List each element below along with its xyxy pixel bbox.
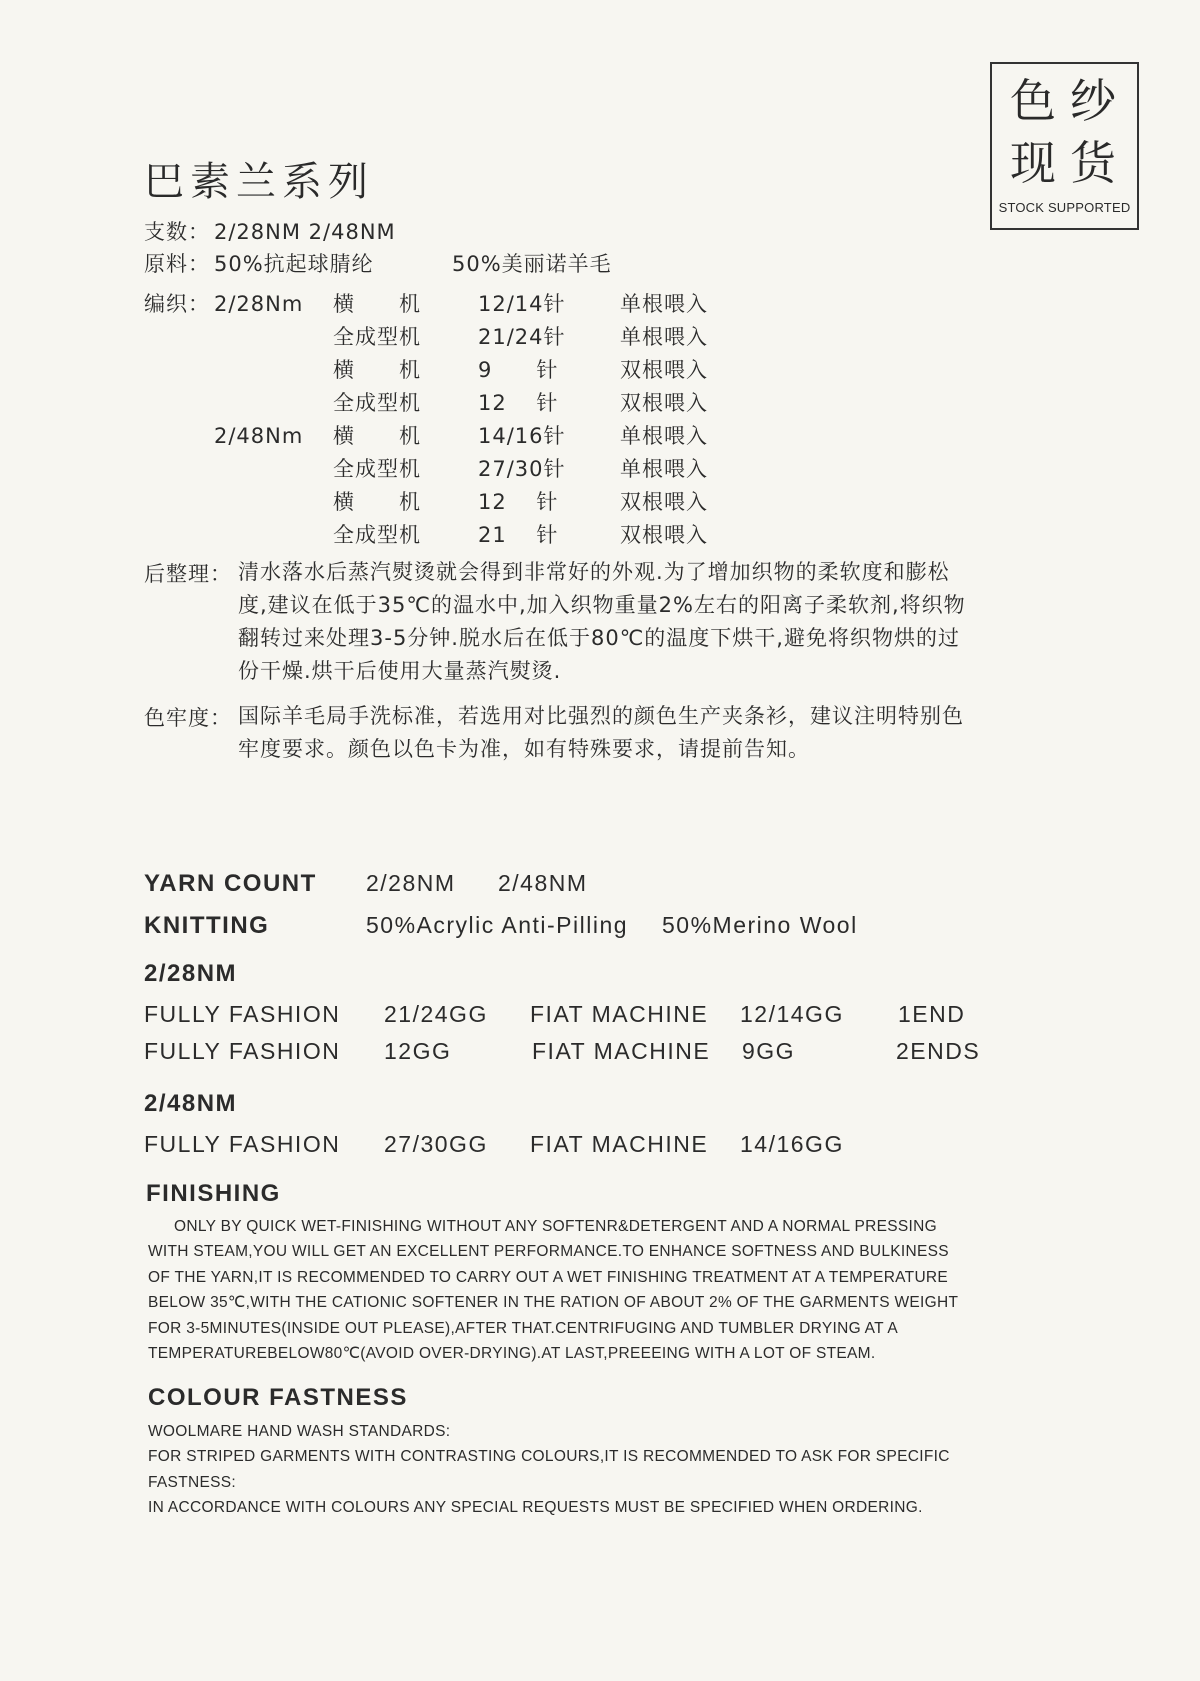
en-group-label: 2/48NM (144, 1090, 238, 1117)
cn-knit-machine: 全成型机 (333, 391, 421, 415)
cn-knit-machine: 全成型机 (333, 325, 421, 349)
cn-knit-gauge: 12 针 (478, 391, 559, 415)
en-finish-line: ONLY BY QUICK WET-FINISHING WITHOUT ANY SOFTENR&DETERGENT AND A NORMAL PRESSING (174, 1218, 937, 1235)
cn-knit-machine: 横 机 (333, 292, 421, 316)
en-machine: FULLY FASHION (144, 1131, 341, 1157)
en-gauge: 12GG (384, 1038, 452, 1064)
cn-finish-text: 清水落水后蒸汽熨烫就会得到非常好的外观.为了增加织物的柔软度和膨松度,建议在低于35℃的温水中,加入织物重量2%左右的阳离子柔软剂,将织物翻转过来处理3-5分钟.脱水后在低于80℃的温度下烘干,避免将织物烘的过份干燥.烘干后使用大量蒸汽熨烫. (238, 560, 966, 683)
en-gauge: 21/24GG (384, 1001, 488, 1027)
en-knit-label: KNITTING (144, 912, 270, 939)
cn-fastness-text: 国际羊毛局手洗标准，若选用对比强烈的颜色生产夹条衫，建议注明特别色牢度要求。颜色以色卡为准，如有特殊要求，请提前告知。 (238, 704, 964, 761)
en-group-label: 2/28NM (144, 960, 238, 987)
en-machine: FIAT MACHINE (532, 1038, 711, 1064)
stamp-char: 纱 (1070, 74, 1116, 128)
en-ends: 2ENDS (896, 1038, 981, 1064)
cn-knit-machine: 全成型机 (333, 523, 421, 547)
cn-knit-feed: 双根喂入 (620, 523, 708, 547)
en-count-2: 2/48NM (498, 870, 588, 896)
en-gauge: 27/30GG (384, 1131, 488, 1157)
cn-knit-feed: 单根喂入 (620, 457, 708, 481)
en-finish-line: BELOW 35℃,WITH THE CATIONIC SOFTENER IN THE RATION OF ABOUT 2% OF THE GARMENTS WEIGHT (148, 1294, 959, 1312)
cn-knit-count: 2/48Nm (214, 424, 304, 448)
en-count-1: 2/28NM (366, 870, 456, 896)
cn-fastness-label: 色牢度： (144, 706, 232, 730)
en-fastness-line: WOOLMARE HAND WASH STANDARDS: (148, 1423, 451, 1440)
cn-knit-gauge: 27/30针 (478, 457, 566, 481)
cn-material-label: 原料： (144, 252, 210, 276)
cn-knit-feed: 单根喂入 (620, 424, 708, 448)
en-machine: FIAT MACHINE (530, 1001, 709, 1027)
cn-count-label: 支数： (144, 220, 210, 244)
cn-count-value: 2/28NM 2/48NM (214, 220, 396, 244)
cn-knit-feed: 双根喂入 (620, 358, 708, 382)
cn-knit-machine: 横 机 (333, 424, 421, 448)
cn-knit-gauge: 9 针 (478, 358, 559, 382)
stamp-char: 色 (1010, 74, 1056, 128)
cn-knit-feed: 双根喂入 (620, 391, 708, 415)
en-machine: FULLY FASHION (144, 1001, 341, 1027)
page-title: 巴素兰系列 (144, 159, 374, 205)
cn-knit-count: 2/28Nm (214, 292, 304, 316)
cn-knit-machine: 全成型机 (333, 457, 421, 481)
en-gauge: 9GG (742, 1038, 796, 1064)
cn-knit-gauge: 12/14针 (478, 292, 566, 316)
stock-stamp (990, 62, 1139, 230)
cn-knit-label: 编织： (144, 292, 210, 316)
cn-finish-label: 后整理： (144, 562, 232, 586)
en-finish-line: FOR 3-5MINUTES(INSIDE OUT PLEASE),AFTER THAT.CENTRIFUGING AND TUMBLER DRYING AT A (148, 1319, 899, 1337)
en-finish-line: TEMPERATUREBELOW80℃(AVOID OVER-DRYING).AT LAST,PREEEING WITH A LOT OF STEAM. (148, 1345, 876, 1362)
en-finish-line: WITH STEAM,YOU WILL GET AN EXCELLENT PERFORMANCE.TO ENHANCE SOFTNESS AND BULKINESS (148, 1243, 949, 1261)
en-gauge: 12/14GG (740, 1001, 844, 1027)
cn-knit-machine: 横 机 (333, 358, 421, 382)
en-machine: FIAT MACHINE (530, 1131, 709, 1157)
en-knit-2: 50%Merino Wool (662, 912, 858, 938)
cn-knit-gauge: 14/16针 (478, 424, 566, 448)
en-machine: FULLY FASHION (144, 1038, 341, 1064)
cn-material-1: 50%抗起球腈纶 (214, 252, 374, 276)
en-finish-label: FINISHING (146, 1180, 281, 1207)
stamp-char: 货 (1070, 136, 1116, 190)
cn-knit-feed: 双根喂入 (620, 490, 708, 514)
cn-knit-feed: 单根喂入 (620, 325, 708, 349)
cn-knit-gauge: 21 针 (478, 523, 559, 547)
en-fastness-line: FASTNESS: (148, 1473, 236, 1491)
stamp-subtitle: STOCK SUPPORTED (998, 200, 1131, 215)
en-count-label: YARN COUNT (144, 870, 317, 897)
en-fastness-line: FOR STRIPED GARMENTS WITH CONTRASTING COLOURS,IT IS RECOMMENDED TO ASK FOR SPECIFIC (148, 1448, 950, 1466)
en-fastness-line: IN ACCORDANCE WITH COLOURS ANY SPECIAL REQUESTS MUST BE SPECIFIED WHEN ORDERING. (148, 1499, 923, 1517)
en-fastness-label: COLOUR FASTNESS (148, 1384, 408, 1411)
cn-material-2: 50%美丽诺羊毛 (452, 252, 612, 276)
en-ends: 1END (898, 1001, 966, 1027)
en-finish-line: OF THE YARN,IT IS RECOMMENDED TO CARRY OUT A WET FINISHING TREATMENT AT A TEMPERATURE (148, 1268, 949, 1286)
cn-knit-machine: 横 机 (333, 490, 421, 514)
en-knit-1: 50%Acrylic Anti-Pilling (366, 912, 629, 938)
cn-knit-gauge: 21/24针 (478, 325, 566, 349)
stamp-char: 现 (1010, 136, 1056, 190)
en-gauge: 14/16GG (740, 1131, 844, 1157)
cn-knit-feed: 单根喂入 (620, 292, 708, 316)
cn-knit-gauge: 12 针 (478, 490, 559, 514)
